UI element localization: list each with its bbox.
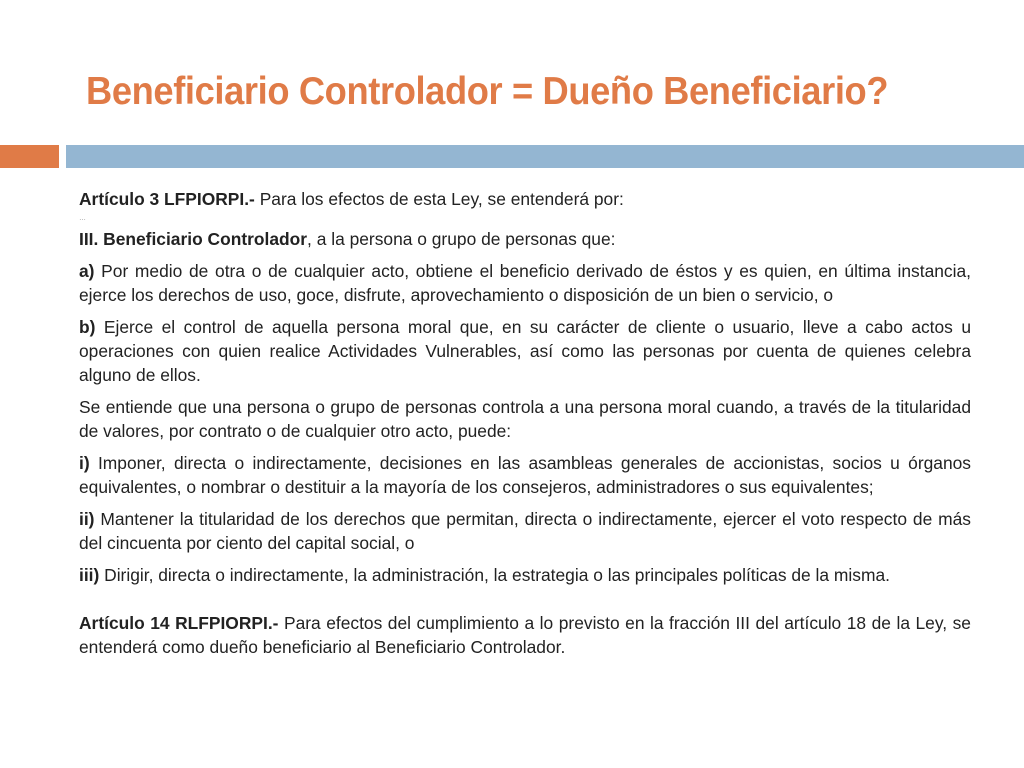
- item-ii-text: Mantener la titularidad de los derechos que permitan, directa o indirectamente, ejercer el voto respecto de más del cincuenta por ciento del capital social, o: [79, 509, 971, 553]
- item-iii-text: Dirigir, directa o indirectamente, la administración, la estrategia o las principales políticas de la misma.: [99, 565, 890, 585]
- article-3-paragraph: [79, 187, 971, 211]
- accent-bar-blue: [66, 145, 1024, 168]
- item-b-paragraph: [79, 315, 971, 387]
- fraction-iii-paragraph: [79, 227, 971, 251]
- fraction-iii-text: , a la persona o grupo de personas que:: [307, 229, 616, 249]
- item-iii-label: iii): [79, 565, 100, 585]
- item-a-paragraph: [79, 259, 971, 307]
- item-a-text: Por medio de otra o de cualquier acto, obtiene el beneficio derivado de éstos y es quien, en última instancia, ejerce los derechos de uso, goce, disfrute, aprovechamiento o disposición de un bien o servicio, o: [79, 261, 971, 305]
- article-14-paragraph: [79, 611, 971, 659]
- article-3-label: Artículo 3 LFPIORPI.-: [79, 189, 255, 209]
- item-a-label: a): [79, 261, 95, 281]
- item-iii-paragraph: [79, 563, 971, 587]
- article-3-text: Para los efectos de esta Ley, se entenderá por:: [254, 189, 624, 209]
- item-ii-label: ii): [79, 509, 95, 529]
- article-14-text: Para efectos del cumplimiento a lo previsto en la fracción III del artículo 18 de la Ley, se entenderá como dueño beneficiario al Beneficiario Controlador.: [79, 613, 971, 657]
- accent-bar-orange: [0, 145, 59, 168]
- item-i-paragraph: [79, 451, 971, 499]
- item-ii-paragraph: [79, 507, 971, 555]
- article-14-label: Artículo 14 RLFPIORPI.-: [79, 613, 279, 633]
- fraction-iii-label: III. Beneficiario Controlador: [79, 229, 308, 249]
- item-b-text: Ejerce el control de aquella persona moral que, en su carácter de cliente o usuario, lleve a cabo actos u operaciones con quien realice Actividades Vulnerables, así como las personas por cuenta de quienes celebra alguno de ellos.: [79, 317, 971, 385]
- omission-ellipsis: …: [79, 215, 86, 222]
- item-i-text: Imponer, directa o indirectamente, decisiones en las asambleas generales de accionistas, socios u órganos equivalentes, o nombrar o destituir a la mayoría de los consejeros, administradores o sus equivalentes;: [79, 453, 971, 497]
- slide-title: Beneficiario Controlador = Dueño Beneficiario?: [86, 70, 889, 113]
- item-b-label: b): [79, 317, 96, 337]
- slide-body: [79, 187, 971, 667]
- control-definition-paragraph: Se entiende que una persona o grupo de personas controla a una persona moral cuando, a través de la titularidad de valores, por contrato o de cualquier otro acto, puede:: [79, 397, 971, 441]
- item-i-label: i): [79, 453, 90, 473]
